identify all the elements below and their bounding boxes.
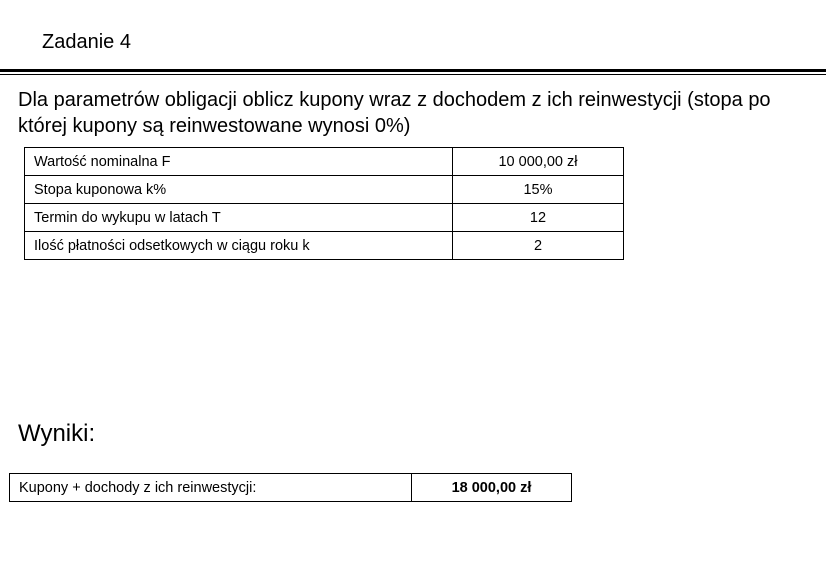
param-value-nominal-value: 10 000,00 zł: [453, 148, 624, 176]
param-value-coupon-rate: 15%: [453, 176, 624, 204]
param-label-coupon-rate: Stopa kuponowa k%: [25, 176, 453, 204]
task-description: Dla parametrów obligacji oblicz kupony wraz z dochodem z ich reinwestycji (stopa po której kupony są reinwestowane wynosi 0%): [18, 89, 771, 137]
table-row: [25, 176, 624, 204]
header-divider-thin: [0, 74, 826, 75]
results-heading: Wyniki:: [18, 420, 96, 447]
table-row: [25, 204, 624, 232]
header-divider-thick: [0, 69, 826, 72]
param-value-payments-per-year: 2: [453, 232, 624, 260]
parameters-table: [24, 147, 624, 260]
results-table: [9, 473, 572, 502]
result-value: 18 000,00 zł: [412, 474, 572, 502]
param-label-nominal-value: Wartość nominalna F: [25, 148, 453, 176]
param-label-maturity: Termin do wykupu w latach T: [25, 204, 453, 232]
table-row: [25, 148, 624, 176]
table-row: [25, 232, 624, 260]
task-title: Zadanie 4: [42, 31, 131, 53]
result-label: Kupony + dochody z ich reinwestycji:: [10, 474, 412, 502]
param-label-payments-per-year: Ilość płatności odsetkowych w ciągu roku k: [25, 232, 453, 260]
table-row: [10, 474, 572, 502]
param-value-maturity: 12: [453, 204, 624, 232]
